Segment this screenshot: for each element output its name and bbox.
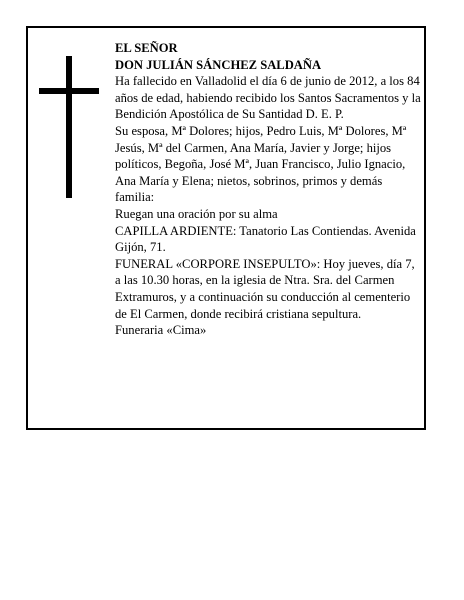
obituary-notice <box>26 26 426 430</box>
notice-title-line2: DON JULIÁN SÁNCHEZ SALDAÑA <box>115 57 322 72</box>
cross-horizontal-bar <box>39 88 99 94</box>
notice-text <box>115 40 421 339</box>
notice-paragraph-chapel: CAPILLA ARDIENTE: Tanatorio Las Contiendas. Avenida Gijón, 71. <box>115 223 416 255</box>
cross-icon <box>39 56 99 198</box>
notice-paragraph-family: Su esposa, Mª Dolores; hijos, Pedro Luis, Mª Dolores, Mª Jesús, Mª del Carmen, Ana María, Javier y Jorge; hijos políticos, Begoña, José Mª, Juan Francisco, Julio Ignacio, Ana María y Elena; nietos, sobrinos, primos y demás familia: <box>115 123 407 205</box>
cross-vertical-bar <box>66 56 72 198</box>
notice-paragraph-death: Ha fallecido en Valladolid el día 6 de junio de 2012, a los 84 años de edad, habiendo recibido los Santos Sacramentos y la Bendición Apostólica de Su Santidad D. E. P. <box>115 74 421 122</box>
notice-title-line1: EL SEÑOR <box>115 41 178 55</box>
notice-paragraph-funeral: FUNERAL «CORPORE INSEPULTO»: Hoy jueves, día 7, a las 10.30 horas, en la iglesia de Ntra. Sra. del Carmen Extramuros, y a continuación su conducción al cementerio de El Carmen, donde recibirá cristiana sepultura. <box>115 256 415 321</box>
notice-paragraph-prayer: Ruegan una oración por su alma <box>115 206 278 221</box>
notice-paragraph-funeral-home: Funeraria «Cima» <box>115 323 207 338</box>
